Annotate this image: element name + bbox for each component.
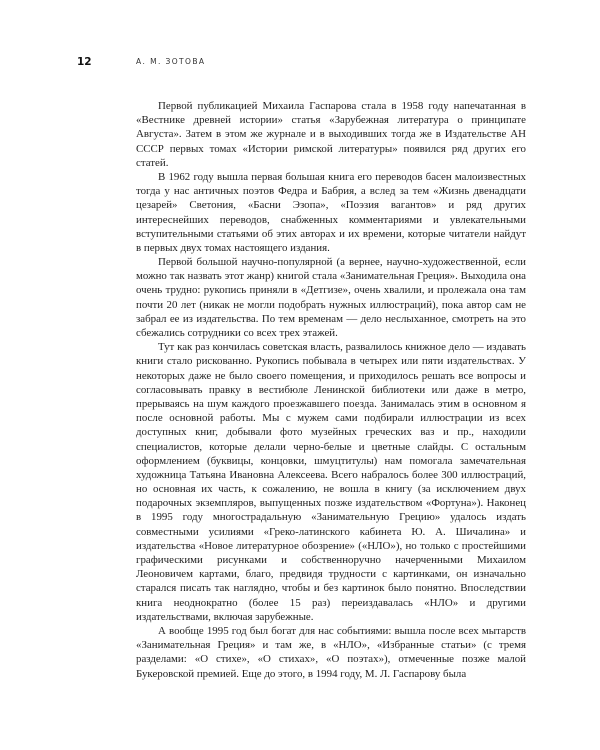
page-number: 12 <box>77 56 92 68</box>
paragraph-4: Тут как раз кончилась советская власть, развалилось книжное дело — издавать книги стало рискованно. Рукопись побывала в четырех или пяти издательствах. У некоторых даже не было своего помещения, и приходилось решать все вопросы и согласовывать правку в вестибюле Ленинской библиотеки или даже в метро, прерываясь на шум каждого проезжавшего поезда. Занималась этим в основном я после основной работы. Мы с мужем сами подбирали иллюстрации из всех доступных книг, добывали фото музейных греческих ваз и пр., находили специалистов, которые делали черно-белые и цветные слайды. С остальным оформлением (буквицы, концовки, шмуцтитулы) нам помогала замечательная художница Татьяна Ивановна Алексеева. Всего набралось более 300 иллюстраций, но основная их часть, к сожалению, не вошла в книгу (за исключением двух подарочных экземпляров, выпущенных позже издательством «Фортуна»). Наконец в 1995 году многострадальную «Занимательную Грецию» удалось издать совместными усилиями «Греко-латинского кабинета Ю. А. Шичалина» и издательства «Новое литературное обозрение» («НЛО»), но только с простейшими графическими рисунками и собственноручно начерченными Михаилом Леоновичем картами, благо, предвидя трудности с картинками, он изначально старался писать так наглядно, чтобы и без картинок было понятно. Впоследствии книга неоднократно (более 15 раз) переиздавалась «НЛО» и другими издательствами, включая зарубежные. <box>136 341 526 623</box>
paragraph-1: Первой публикацией Михаила Гаспарова стала в 1958 году напечатанная в «Вестнике древней истории» статья «Зарубежная литература о принципате Августа». Затем в этом же журнале и в выходивших тогда же в Издательстве АН СССР первых томах «Истории римской литературы» появился ряд других его статей. <box>136 100 526 169</box>
paragraph-5: А вообще 1995 год был богат для нас событиями: вышла после всех мытарств «Занимательная Греция» и там же, в «НЛО», «Избранные статьи» (с тремя разделами: «О стихе», «О стихах», «О поэтах»), отмеченные позже малой Букеровской премией. Еще до этого, в 1994 году, М. Л. Гаспарову была <box>136 624 526 680</box>
body-text <box>136 99 526 681</box>
running-head: А. М. ЗОТОВА <box>136 57 206 66</box>
paragraph-3: Первой большой научно-популярной (а вернее, научно-художественной, если можно так назвать этот жанр) книгой стала «Занимательная Греция». Выходила она очень трудно: рукопись приняли в «Детгизе», очень хвалили, и пролежала она там почти 20 лет (никак не могли подобрать нужных иллюстраций), пока автор сам не забрал ее из издательства. По тем временам — дело неслыханное, смотреть на это сбежались сотрудники со всех трех этажей. <box>136 256 526 339</box>
paragraph-2: В 1962 году вышла первая большая книга его переводов басен малоизвестных тогда у нас античных поэтов Федра и Бабрия, а вслед за тем «Жизнь двенадцати цезарей» Светония, «Басни Эзопа», «Поэзия вагантов» и ряд других интереснейших переводов, снабженных комментариями и увлекательными вступительными статьями об этих авторах и их времени, которые читатели найдут в первых двух томах настоящего издания. <box>136 170 526 254</box>
